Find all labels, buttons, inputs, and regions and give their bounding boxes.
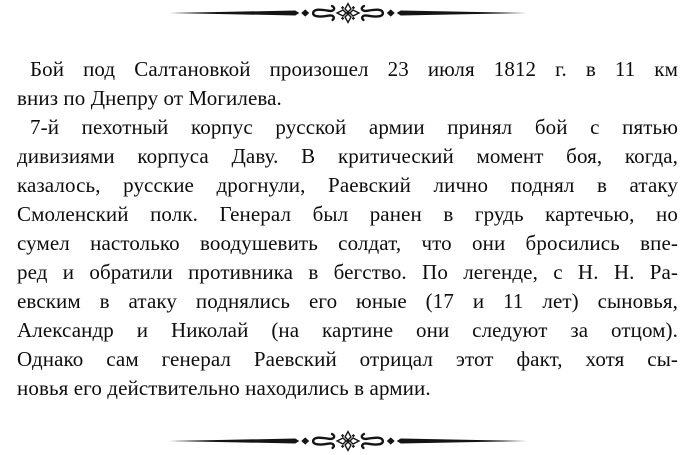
text-line: новья его действительно находились в армии. — [17, 376, 431, 400]
text-line: ред и обратили противника в бегство. По легенде, с Н. Н. Ра- — [17, 260, 678, 284]
text-line: 7-й пехотный корпус русской армии принял бой с пятью — [30, 115, 678, 139]
text-line: Однако сам генерал Раевский отрицал этот факт, хотя сы- — [17, 347, 678, 371]
ornamental-divider-top — [0, 1, 696, 25]
paragraph-battle-intro — [17, 55, 678, 113]
text-line: Бой под Салтановкой произошел 23 июля 1812 г. в 11 км — [30, 57, 678, 81]
text-line: казалось, русские дрогнули, Раевский лично поднял в атаку — [17, 173, 678, 197]
text-line: Смоленский полк. Генерал был ранен в грудь картечью, но — [17, 202, 678, 226]
fleuron-divider-icon — [169, 429, 527, 453]
text-line: вниз по Днепру от Могилева. — [17, 86, 282, 110]
text-line: Александр и Николай (на картине они следуют за отцом). — [17, 318, 678, 342]
text-line: дивизиями корпуса Даву. В критический момент боя, когда, — [17, 144, 678, 168]
ornamental-divider-bottom — [0, 429, 696, 453]
fleuron-divider-icon — [169, 1, 527, 25]
text-block — [17, 55, 678, 403]
text-line: сумел настолько воодушевить солдат, что они бросились впе- — [17, 231, 678, 255]
text-line: евским в атаку поднялись его юные (17 и 11 лет) сыновья, — [17, 289, 678, 313]
paragraph-raevsky-story — [17, 113, 678, 403]
